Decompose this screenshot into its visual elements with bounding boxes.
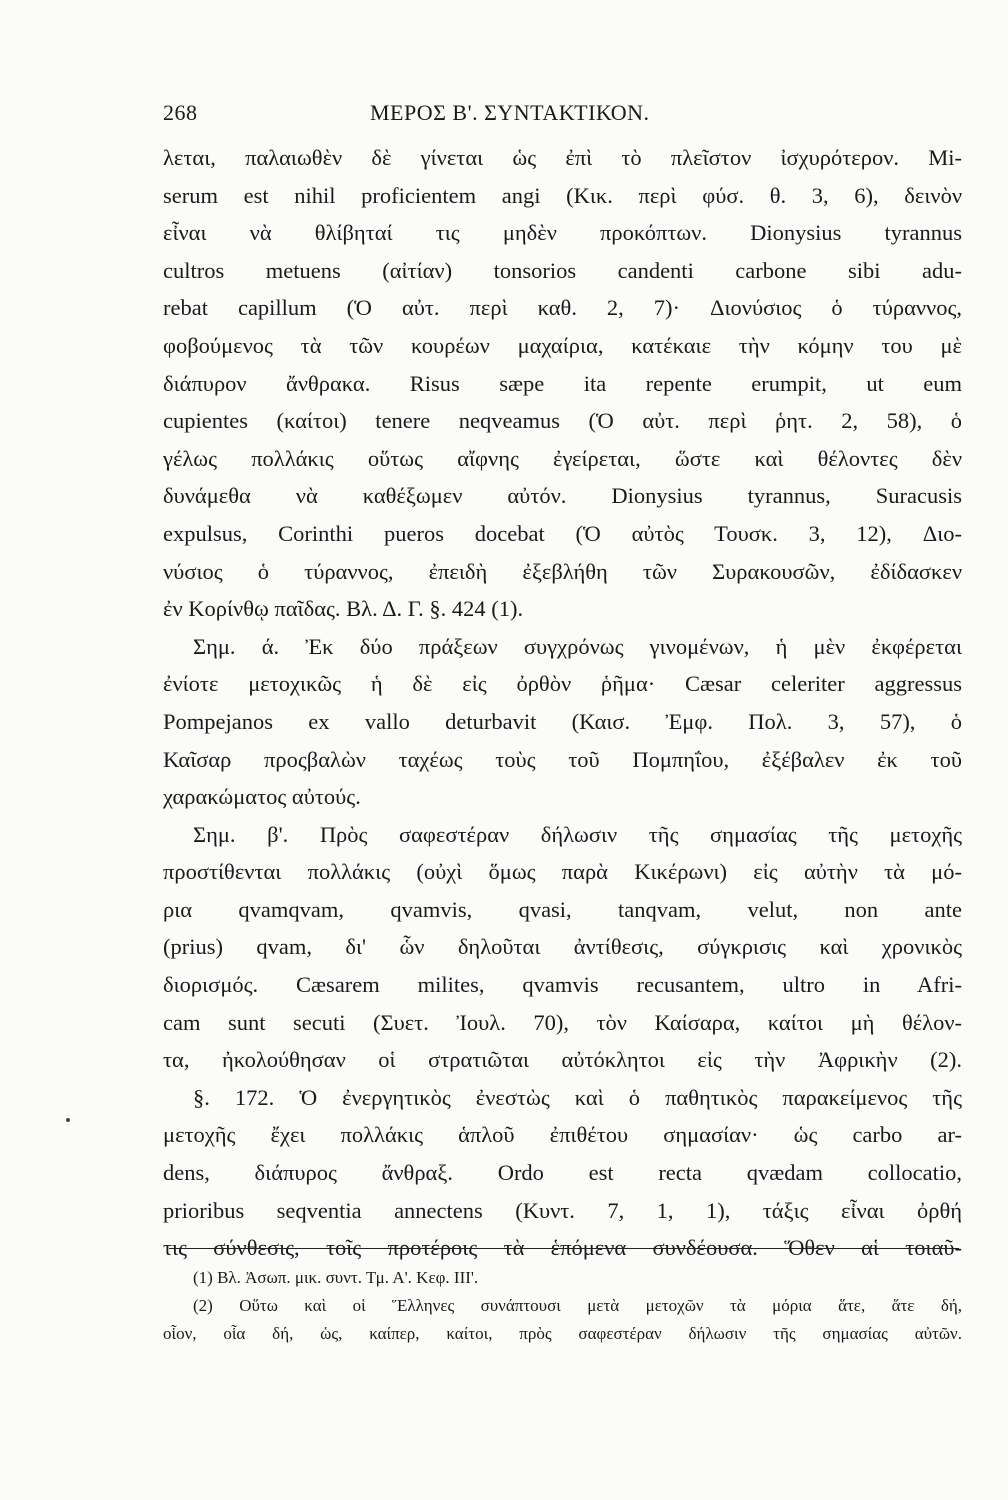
text-line: φοβούμενος τὰ τῶν κουρέων μαχαίρια, κατέκαιε τὴν κόμην του μὲ	[163, 332, 962, 358]
text-line: προστίθενται πολλάκις (οὐχὶ ὅμως παρὰ Κικέρωνι) εἰς αὐτὴν τὰ μό-	[163, 859, 962, 885]
footnote-rule	[169, 1248, 959, 1249]
text-line: χαρακώματος αὐτούς.	[163, 784, 361, 810]
text-line: εἶναι νὰ θλίβηταί τις μηδὲν προκόπτων. Dionysius tyrannus	[163, 220, 962, 246]
text-line: serum est nihil proficientem angi (Κικ. περὶ φύσ. θ. 3, 6), δεινὸν	[163, 182, 962, 208]
text-line: μετοχῆς ἔχει πολλάκις ἁπλοῦ ἐπιθέτου σημασίαν· ὡς carbo ar-	[163, 1122, 962, 1148]
text-line: διορισμός. Cæsarem milites, qvamvis recusantem, ultro in Afri-	[163, 972, 962, 998]
margin-mark	[66, 1118, 70, 1122]
text-line: (prius) qvam, δι' ὧν δηλοῦται ἀντίθεσις, σύγκρισις καὶ χρονικὸς	[163, 934, 962, 960]
footnotes	[163, 1264, 962, 1348]
text-line: dens, διάπυρος ἄνθραξ. Ordo est recta qvædam collocatio,	[163, 1160, 962, 1186]
text-line: prioribus seqventia annectens (Κυντ. 7, 1, 1), τάξις εἶναι ὀρθή	[163, 1197, 962, 1223]
text-line: cam sunt secuti (Συετ. Ἰουλ. 70), τὸν Καίσαρα, καίτοι μὴ θέλον-	[163, 1009, 962, 1035]
text-line: τα, ἠκολούθησαν οἱ στρατιῶται αὐτόκλητοι εἰς τὴν Ἀφρικὴν (2).	[163, 1047, 962, 1073]
text-line: ἐνίοτε μετοχικῶς ἡ δὲ εἰς ὀρθὸν ῥῆμα· Cæsar celeriter aggressus	[163, 671, 962, 697]
footnote-line: (1) Βλ. Ἀσωπ. μικ. συντ. Τμ. Α'. Κεφ. ΙΙΙ'.	[193, 1268, 479, 1287]
note-line: Σημ. β'. Πρὸς σαφεστέραν δήλωσιν τῆς σημασίας τῆς μετοχῆς	[193, 821, 962, 847]
section-line: §. 172. Ὁ ἐνεργητικὸς ἐνεστὼς καὶ ὁ παθητικὸς παρακείμενος τῆς	[193, 1084, 962, 1110]
text-line: ρια qvamqvam, qvamvis, qvasi, tanqvam, velut, non ante	[163, 896, 962, 922]
footnote-line: (2) Οὕτω καὶ οἱ Ἕλληνες συνάπτουσι μετὰ μετοχῶν τὰ μόρια ἅτε, ἅτε δή,	[193, 1296, 962, 1315]
text-line: expulsus, Corinthi pueros docebat (Ὁ αὐτὸς Τουσκ. 3, 12), Διο-	[163, 520, 962, 546]
main-text	[163, 139, 962, 1267]
footnote-line: οἷον, οἷα δή, ὡς, καίπερ, καίτοι, πρὸς σαφεστέραν δήλωσιν τῆς σημασίας αὐτῶν.	[163, 1324, 962, 1343]
text-line: νύσιος ὁ τύραννος, ἐπειδὴ ἐξεβλήθη τῶν Συρακουσῶν, ἐδίδασκεν	[163, 558, 962, 584]
text-line: γέλως πολλάκις οὕτως αἴφνης ἐγείρεται, ὥστε καὶ θέλοντες δὲν	[163, 445, 962, 471]
text-line: διάπυρον ἄνθρακα. Risus sæpe ita repente erumpit, ut eum	[163, 370, 962, 396]
note-line: Σημ. ά. Ἐκ δύο πράξεων συγχρόνως γινομένων, ἡ μὲν ἐκφέρεται	[193, 633, 962, 659]
page-number: 268	[163, 100, 198, 125]
text-line: cupientes (καίτοι) tenere neqveamus (Ὁ αὐτ. περὶ ῥητ. 2, 58), ὁ	[163, 408, 962, 434]
text-line: cultros metuens (αἰτίαν) tonsorios candenti carbone sibi adu-	[163, 257, 962, 283]
text-line: rebat capillum (Ὁ αὐτ. περὶ καθ. 2, 7)· Διονύσιος ὁ τύραννος,	[163, 295, 962, 321]
text-line: Pompejanos ex vallo deturbavit (Καισ. Ἐμφ. Πολ. 3, 57), ὁ	[163, 708, 962, 734]
text-line: Καῖσαρ προςβαλὼν ταχέως τοὺς τοῦ Πομπηΐου, ἐξέβαλεν ἐκ τοῦ	[163, 746, 962, 772]
text-line: τις σύνθεσις, τοῖς προτέροις τὰ ἑπόμενα συνδέουσα. Ὅθεν αἱ τοιαῦ-	[163, 1235, 962, 1261]
text-line: λεται, παλαιωθὲν δὲ γίνεται ὡς ἐπὶ τὸ πλεῖστον ἰσχυρότερον. Mi-	[163, 145, 962, 170]
text-line: δυνάμεθα νὰ καθέξωμεν αὐτόν. Dionysius tyrannus, Suracusis	[163, 483, 962, 509]
text-line: ἐν Κορίνθῳ παῖδας. Βλ. Δ. Γ. §. 424 (1).	[163, 596, 524, 622]
running-title: ΜΕΡΟΣ Β'. ΣΥΝΤΑΚΤΙΚΟΝ.	[370, 100, 650, 125]
